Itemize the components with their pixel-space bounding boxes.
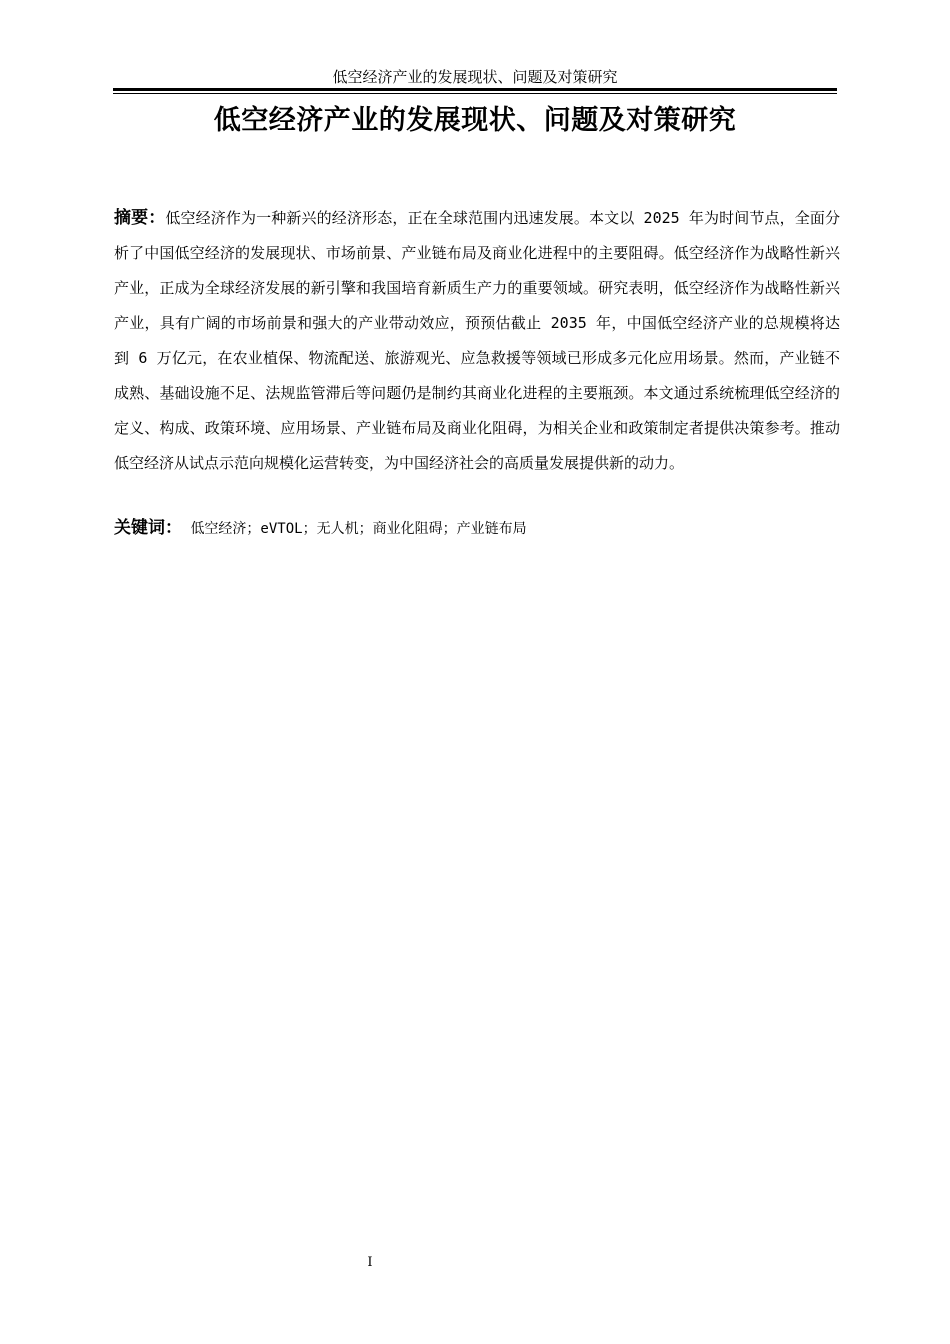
abstract-paragraph <box>114 201 840 481</box>
header-rule-thin <box>113 93 837 94</box>
page-number: I <box>367 1255 373 1270</box>
keywords-label: 关键词： <box>114 518 182 538</box>
keywords-text: 低空经济；eVTOL；无人机；商业化阻碍；产业链布局 <box>190 521 527 537</box>
keywords-line <box>114 513 836 544</box>
header-rule-thick <box>113 88 837 91</box>
abstract-text: 低空经济作为一种新兴的经济形态，正在全球范围内迅速发展。本文以 2025 年为时间节点，全面分析了中国低空经济的发展现状、市场前景、产业链布局及商业化进程中的主要阻碍。低空经济作为战略性新兴产业，正成为全球经济发展的新引擎和我国培育新质生产力的重要领域。研究表明，低空经济作为战略性新兴产业，具有广阔的市场前景和强大的产业带动效应，预预估截止 2035 年，中国低空经济产业的总规模将达到 6 万亿元，在农业植保、物流配送、旅游观光、应急救援等领域已形成多元化应用场景。然而，产业链不成熟、基础设施不足、法规监管滞后等问题仍是制约其商业化进程的主要瓶颈。本文通过系统梳理低空经济的定义、构成、政策环境、应用场景、产业链布局及商业化阻碍，为相关企业和政策制定者提供决策参考。推动低空经济从试点示范向规模化运营转变，为中国经济社会的高质量发展提供新的动力。 <box>114 209 840 472</box>
abstract-label: 摘要： <box>114 208 166 228</box>
document-title: 低空经济产业的发展现状、问题及对策研究 <box>213 105 737 136</box>
running-header: 低空经济产业的发展现状、问题及对策研究 <box>332 68 618 86</box>
